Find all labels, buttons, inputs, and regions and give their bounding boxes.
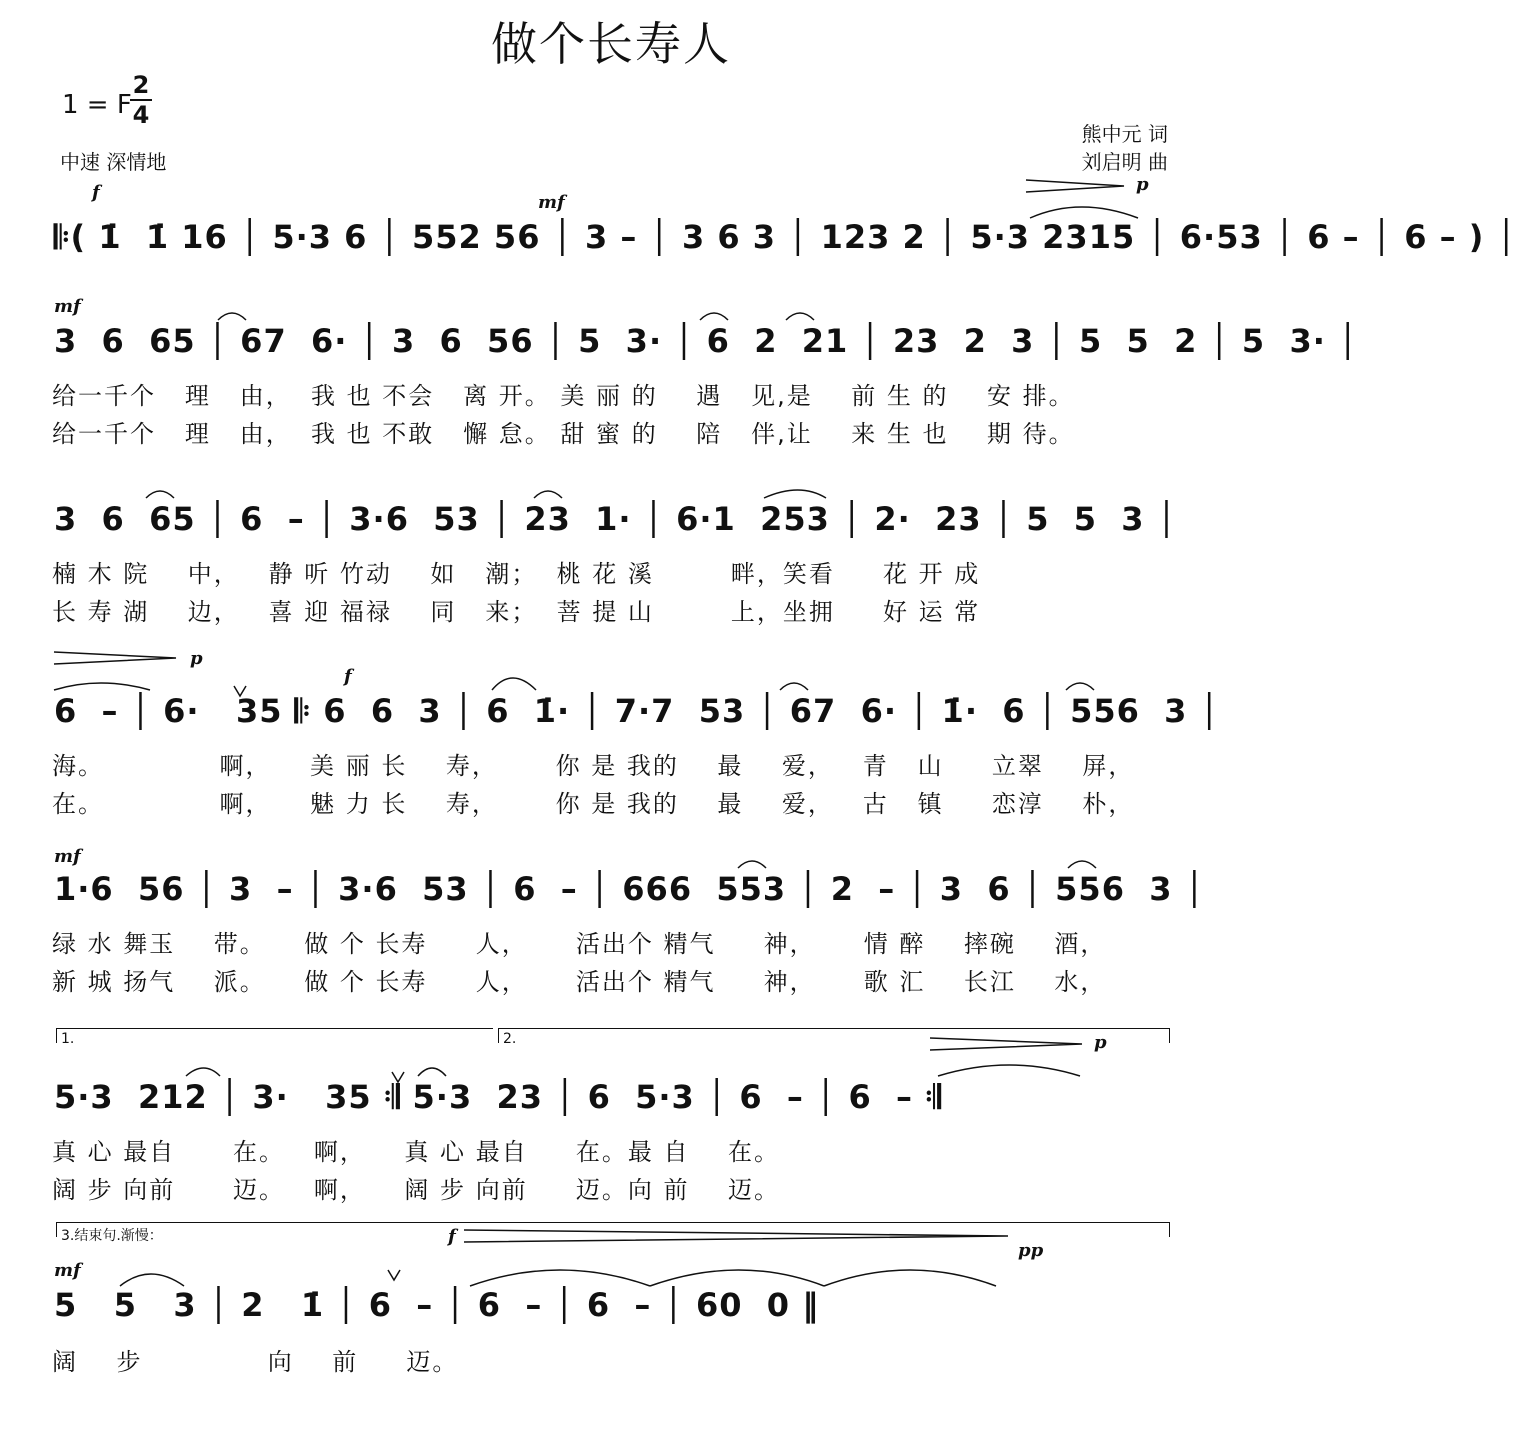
breath-mark [234, 686, 246, 696]
dynamic-f: f [92, 182, 100, 203]
slur [786, 313, 814, 320]
slur [824, 1270, 996, 1286]
slur [1068, 861, 1096, 868]
dynamic-mf: mf [54, 1260, 81, 1281]
decrescendo-hairpin [464, 1230, 1008, 1242]
breath-mark [388, 1270, 400, 1280]
volta-2-label: 2. [503, 1031, 517, 1047]
lyric-verse-1: 楠 木 院 中， 静 听 竹动 如 潮； 桃 花 溪 畔，笑看 花 开 成 [52, 560, 981, 588]
volta-3-label: 3.结束句.渐慢： [61, 1228, 163, 1244]
decrescendo-hairpin [54, 652, 176, 664]
lyric-verse-2: 长 寿 湖 边， 喜 迎 福禄 同 来； 菩 提 山 上，坐拥 好 运 常 [52, 598, 981, 626]
lyric-coda: 阔 步 向 前 迈。 [52, 1348, 459, 1376]
slur [650, 1270, 824, 1286]
tempo-marking: 中速 深情地 [60, 150, 167, 174]
lyric-verse-2: 阔 步 向前 迈。 啊， 阔 步 向前 迈。向 前 迈。 [52, 1176, 780, 1204]
slur [186, 1068, 220, 1076]
lyric-verse-1: 真 心 最自 在。 啊， 真 心 最自 在。最 自 在。 [52, 1138, 780, 1166]
slur [700, 313, 728, 320]
slur [534, 491, 562, 498]
dynamic-p: p [190, 648, 203, 669]
meter-top: 2 [132, 71, 150, 99]
lyric-verse-2: 在。 啊， 魅 力 长 寿， 你 是 我的 最 爱， 古 镇 恋淳 朴， [52, 790, 1135, 818]
slur [120, 1274, 184, 1286]
dynamic-mf: mf [538, 192, 565, 213]
slur [418, 1068, 446, 1076]
dynamic-pp: pp [1018, 1240, 1044, 1261]
notation-line-3: 3 6 65 │ 6 – │ 3·6 53 │ 23 1· │ 6·1 253 │ 2· 23 │ 5 5 3 │ [54, 500, 1177, 538]
lyricist-credit: 熊中元 词 [1081, 122, 1168, 146]
slur [738, 861, 766, 868]
notation-line-4: 6 – │ 6· 35 𝄆 6 6 3 │ 6 1̇· │ 7·7 53 │ 67 6· │ 1̇· 6 │ 556 3 │ [54, 692, 1220, 730]
slur [1030, 207, 1138, 218]
notation-line-5: 1·6 56 │ 3 – │ 3·6 53 │ 6 – │ 666 553 │ 2 – │ 3 6 │ 556 3 │ [54, 870, 1205, 908]
lyric-verse-2: 给一千个 理 由， 我 也 不敢 懈 怠。 甜 蜜 的 陪 伴,让 来 生 也 期 待。 [52, 420, 1075, 448]
slur [218, 313, 246, 320]
dynamic-p: p [1136, 174, 1149, 195]
dynamic-p: p [1094, 1032, 1107, 1053]
decrescendo-hairpin [930, 1038, 1082, 1050]
slur [938, 1065, 1080, 1076]
notation-line-2: 3 6 65 │ 67 6· │ 3 6 56 │ 5 3· │ 6 2 21 │ 23 2 3 │ 5 5 2 │ 5 3· │ [54, 322, 1359, 360]
composer-credit: 刘启明 曲 [1081, 150, 1168, 174]
slur [54, 683, 150, 690]
slur [764, 490, 826, 498]
slur [780, 683, 808, 690]
lyric-verse-1: 给一千个 理 由， 我 也 不会 离 开。 美 丽 的 遇 见,是 前 生 的 安 排。 [52, 382, 1075, 410]
dynamic-mf: mf [54, 846, 81, 867]
lyric-verse-2: 新 城 扬气 派。 做 个 长寿 人， 活出个 精气 神， 歌 汇 长江 水， [52, 968, 1107, 996]
notation-line-1: 𝄆( 1̇ 1̇ 16 │ 5·3 6 │ 552 56 │ 3 – │ 3 6 3 │ 123 2 │ 5·3 2315 │ 6·53 │ 6 – │ 6 – ) │ [54, 218, 1517, 256]
lyric-verse-1: 海。 啊， 美 丽 长 寿， 你 是 我的 最 爱， 青 山 立翠 屏， [52, 752, 1135, 780]
slur [1066, 683, 1094, 690]
notation-line-6: 5·3 212 │ 3· 35 𝄇 5·3 23 │ 6 5·3 │ 6 – │ 6 – 𝄇 [54, 1078, 942, 1116]
key-signature: 1 = F [62, 90, 132, 120]
lyric-verse-1: 绿 水 舞玉 带。 做 个 长寿 人， 活出个 精气 神， 情 醉 摔碗 酒， [52, 930, 1107, 958]
dynamic-f: f [344, 666, 352, 687]
dynamic-f: f [448, 1226, 456, 1247]
notation-line-7: 5 5 3 │ 2 1̇ │ 6 – │ 6 – │ 6 – │ 60 0 ‖ [54, 1286, 820, 1324]
song-title: 做个长寿人 [491, 17, 731, 71]
dynamic-mf: mf [54, 296, 81, 317]
slur [492, 678, 536, 690]
volta-1-label: 1. [61, 1031, 75, 1047]
slur [146, 491, 174, 498]
slur [470, 1270, 650, 1286]
meter-bottom: 4 [132, 101, 150, 129]
decrescendo-hairpin [1026, 180, 1124, 192]
breath-mark [392, 1072, 404, 1082]
